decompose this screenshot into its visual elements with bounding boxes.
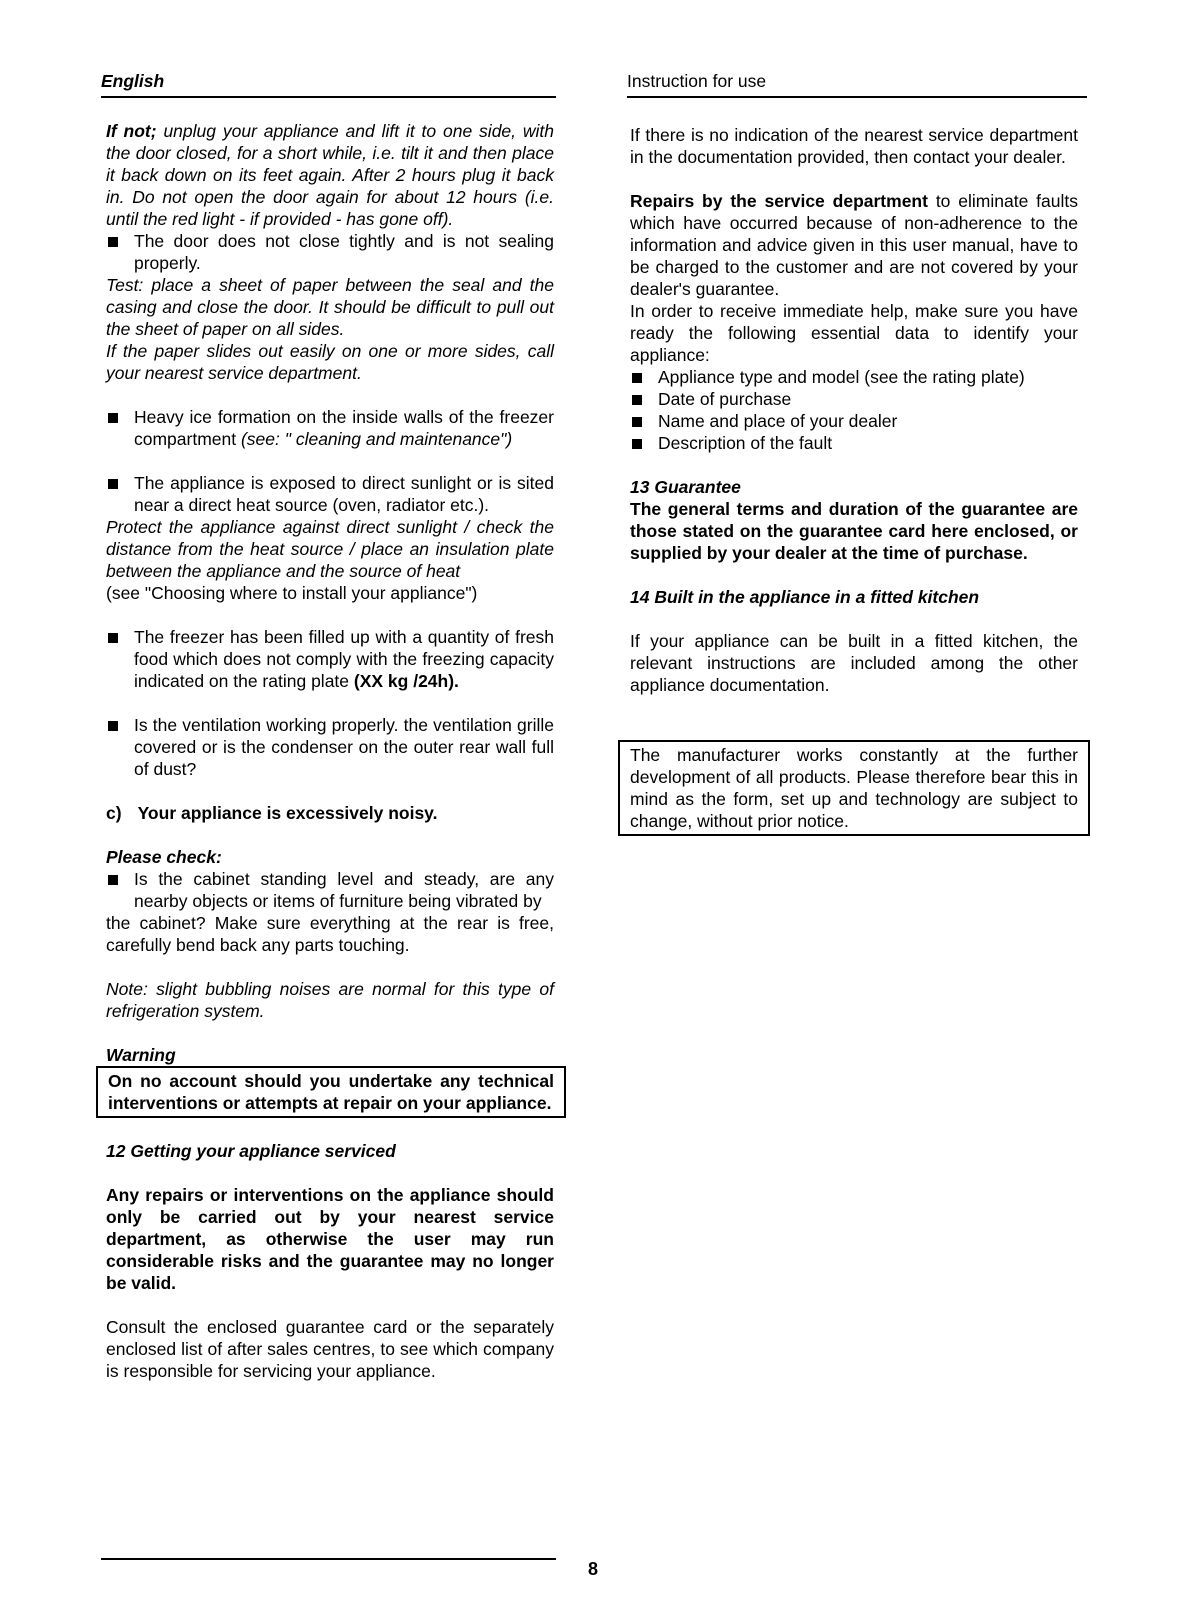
footer-rule (101, 1558, 556, 1560)
page-number: 8 (588, 1559, 599, 1579)
paragraph-repairs (630, 190, 1078, 300)
bullet-text: Is the cabinet standing level and steady, are any nearby objects or items of furniture being vibrated by (134, 869, 554, 911)
list-item-text: Description of the fault (658, 433, 833, 453)
bullet-reference: (see: " cleaning and maintenance") (240, 429, 513, 449)
section-13-title: 13 Guarantee (630, 477, 741, 497)
bullet-square-icon (632, 417, 642, 427)
section-c-label: c) (106, 803, 122, 823)
paragraph-note: Note: slight bubbling noises are normal for this type of refrigeration system. (106, 979, 554, 1021)
paragraph-order: In order to receive immediate help, make sure you have ready the following essential data to identify your appliance: (630, 301, 1078, 365)
bullet-text: The freezer has been filled up with a quantity of fresh food which does not comply with the freezing capacity indicated on the rating plate (134, 627, 554, 691)
bullet-square-icon (632, 373, 642, 383)
bullet-ventilation (106, 714, 554, 780)
bullet-text: The appliance is exposed to direct sunlight or is sited near a direct heat source (oven, radiator etc.). (134, 473, 554, 515)
please-check-heading: Please check: (106, 847, 222, 867)
bullet-sunlight (106, 472, 554, 516)
list-item-text: Name and place of your dealer (658, 411, 898, 431)
section-12-title: 12 Getting your appliance serviced (106, 1141, 396, 1161)
bullet-text: Is the ventilation working properly. the ventilation grille covered or is the condenser on the outer rear wall full of dust? (134, 715, 554, 779)
if-not-text: unplug your appliance and lift it to one side, with the door closed, for a short while, i.e. tilt it and then place it back down on its feet again. After 2 hours plug it back in. Do not open the door again for about 12 hours (i.e. until the red light - if provided - has gone off). (106, 121, 555, 229)
bullet-text: The door does not close tightly and is not sealing properly. (134, 231, 554, 273)
list-item (630, 410, 1078, 432)
list-item (630, 432, 1078, 454)
bullet-square-icon (108, 479, 118, 489)
bullet-text: Heavy ice formation on the inside walls of the freezer compartment (134, 407, 554, 449)
paragraph-test: Test: place a sheet of paper between the seal and the casing and close the door. It should be difficult to pull out the sheet of paper on all sides. (106, 275, 554, 339)
bullet-square-icon (108, 633, 118, 643)
paragraph-consult: Consult the enclosed guarantee card or the separately enclosed list of after sales centres, to see which company is responsible for servicing your appliance. (106, 1317, 554, 1381)
bullet-cabinet-level (106, 868, 554, 912)
section-13-bold: The general terms and duration of the guarantee are those stated on the guarantee card here enclosed, or supplied by your dealer at the time of purchase. (630, 499, 1078, 563)
notice-text: The manufacturer works constantly at the further development of all products. Please therefore bear this in mind as the form, set up and technology are subject to change, without prior notice. (630, 745, 1078, 831)
bullet-square-icon (108, 237, 118, 247)
bullet-capacity: (XX kg /24h). (353, 671, 459, 691)
warning-title: Warning (106, 1045, 176, 1065)
left-column (106, 120, 554, 1382)
section-c-text: Your appliance is excessively noisy. (137, 803, 438, 823)
list-item-text: Appliance type and model (see the rating plate) (658, 367, 1025, 387)
paragraph-see: (see "Choosing where to install your appliance") (106, 583, 478, 603)
bullet-square-icon (108, 875, 118, 885)
bullet-ice-formation (106, 406, 554, 450)
notice-box (618, 740, 1090, 836)
repairs-text: to eliminate faults which have occurred because of non-adherence to the information and advice given in this user manual, have to be charged to the customer and are not covered by your dealer's guarantee. (630, 191, 1078, 299)
section-14-title: 14 Built in the appliance in a fitted kitchen (630, 587, 980, 607)
paragraph-no-indication: If there is no indication of the nearest service department in the documentation provided, then contact your dealer. (630, 125, 1078, 167)
paragraph-if-paper: If the paper slides out easily on one or more sides, call your nearest service department. (106, 341, 554, 383)
list-item-text: Date of purchase (658, 389, 792, 409)
section-12-bold: Any repairs or interventions on the appliance should only be carried out by your nearest service department, as otherwise the user may run considerable risks and the guarantee may no longer be valid. (106, 1185, 554, 1293)
right-column (630, 124, 1078, 836)
bullet-freezer-filled (106, 626, 554, 692)
warning-text: On no account should you undertake any technical interventions or attempts at repair on your appliance. (108, 1071, 554, 1113)
repairs-lead: Repairs by the service department (630, 191, 928, 211)
paragraph-if-not (106, 120, 554, 230)
section-c-heading (106, 802, 554, 824)
if-not-lead: If not; (106, 121, 157, 141)
header-language: English (101, 70, 556, 98)
list-item (630, 366, 1078, 388)
bullet-door-seal (106, 230, 554, 274)
header-title: Instruction for use (627, 70, 1087, 98)
bullet-square-icon (108, 721, 118, 731)
warning-box (96, 1066, 566, 1118)
paragraph-cabinet-continued: the cabinet? Make sure everything at the rear is free, carefully bend back any parts touching. (106, 913, 554, 955)
bullet-square-icon (108, 413, 118, 423)
paragraph-protect: Protect the appliance against direct sunlight / check the distance from the heat source / place an insulation plate between the appliance and the source of heat (106, 517, 554, 581)
paragraph-built-in: If your appliance can be built in a fitted kitchen, the relevant instructions are included among the other appliance documentation. (630, 631, 1078, 695)
bullet-square-icon (632, 439, 642, 449)
list-item (630, 388, 1078, 410)
bullet-square-icon (632, 395, 642, 405)
